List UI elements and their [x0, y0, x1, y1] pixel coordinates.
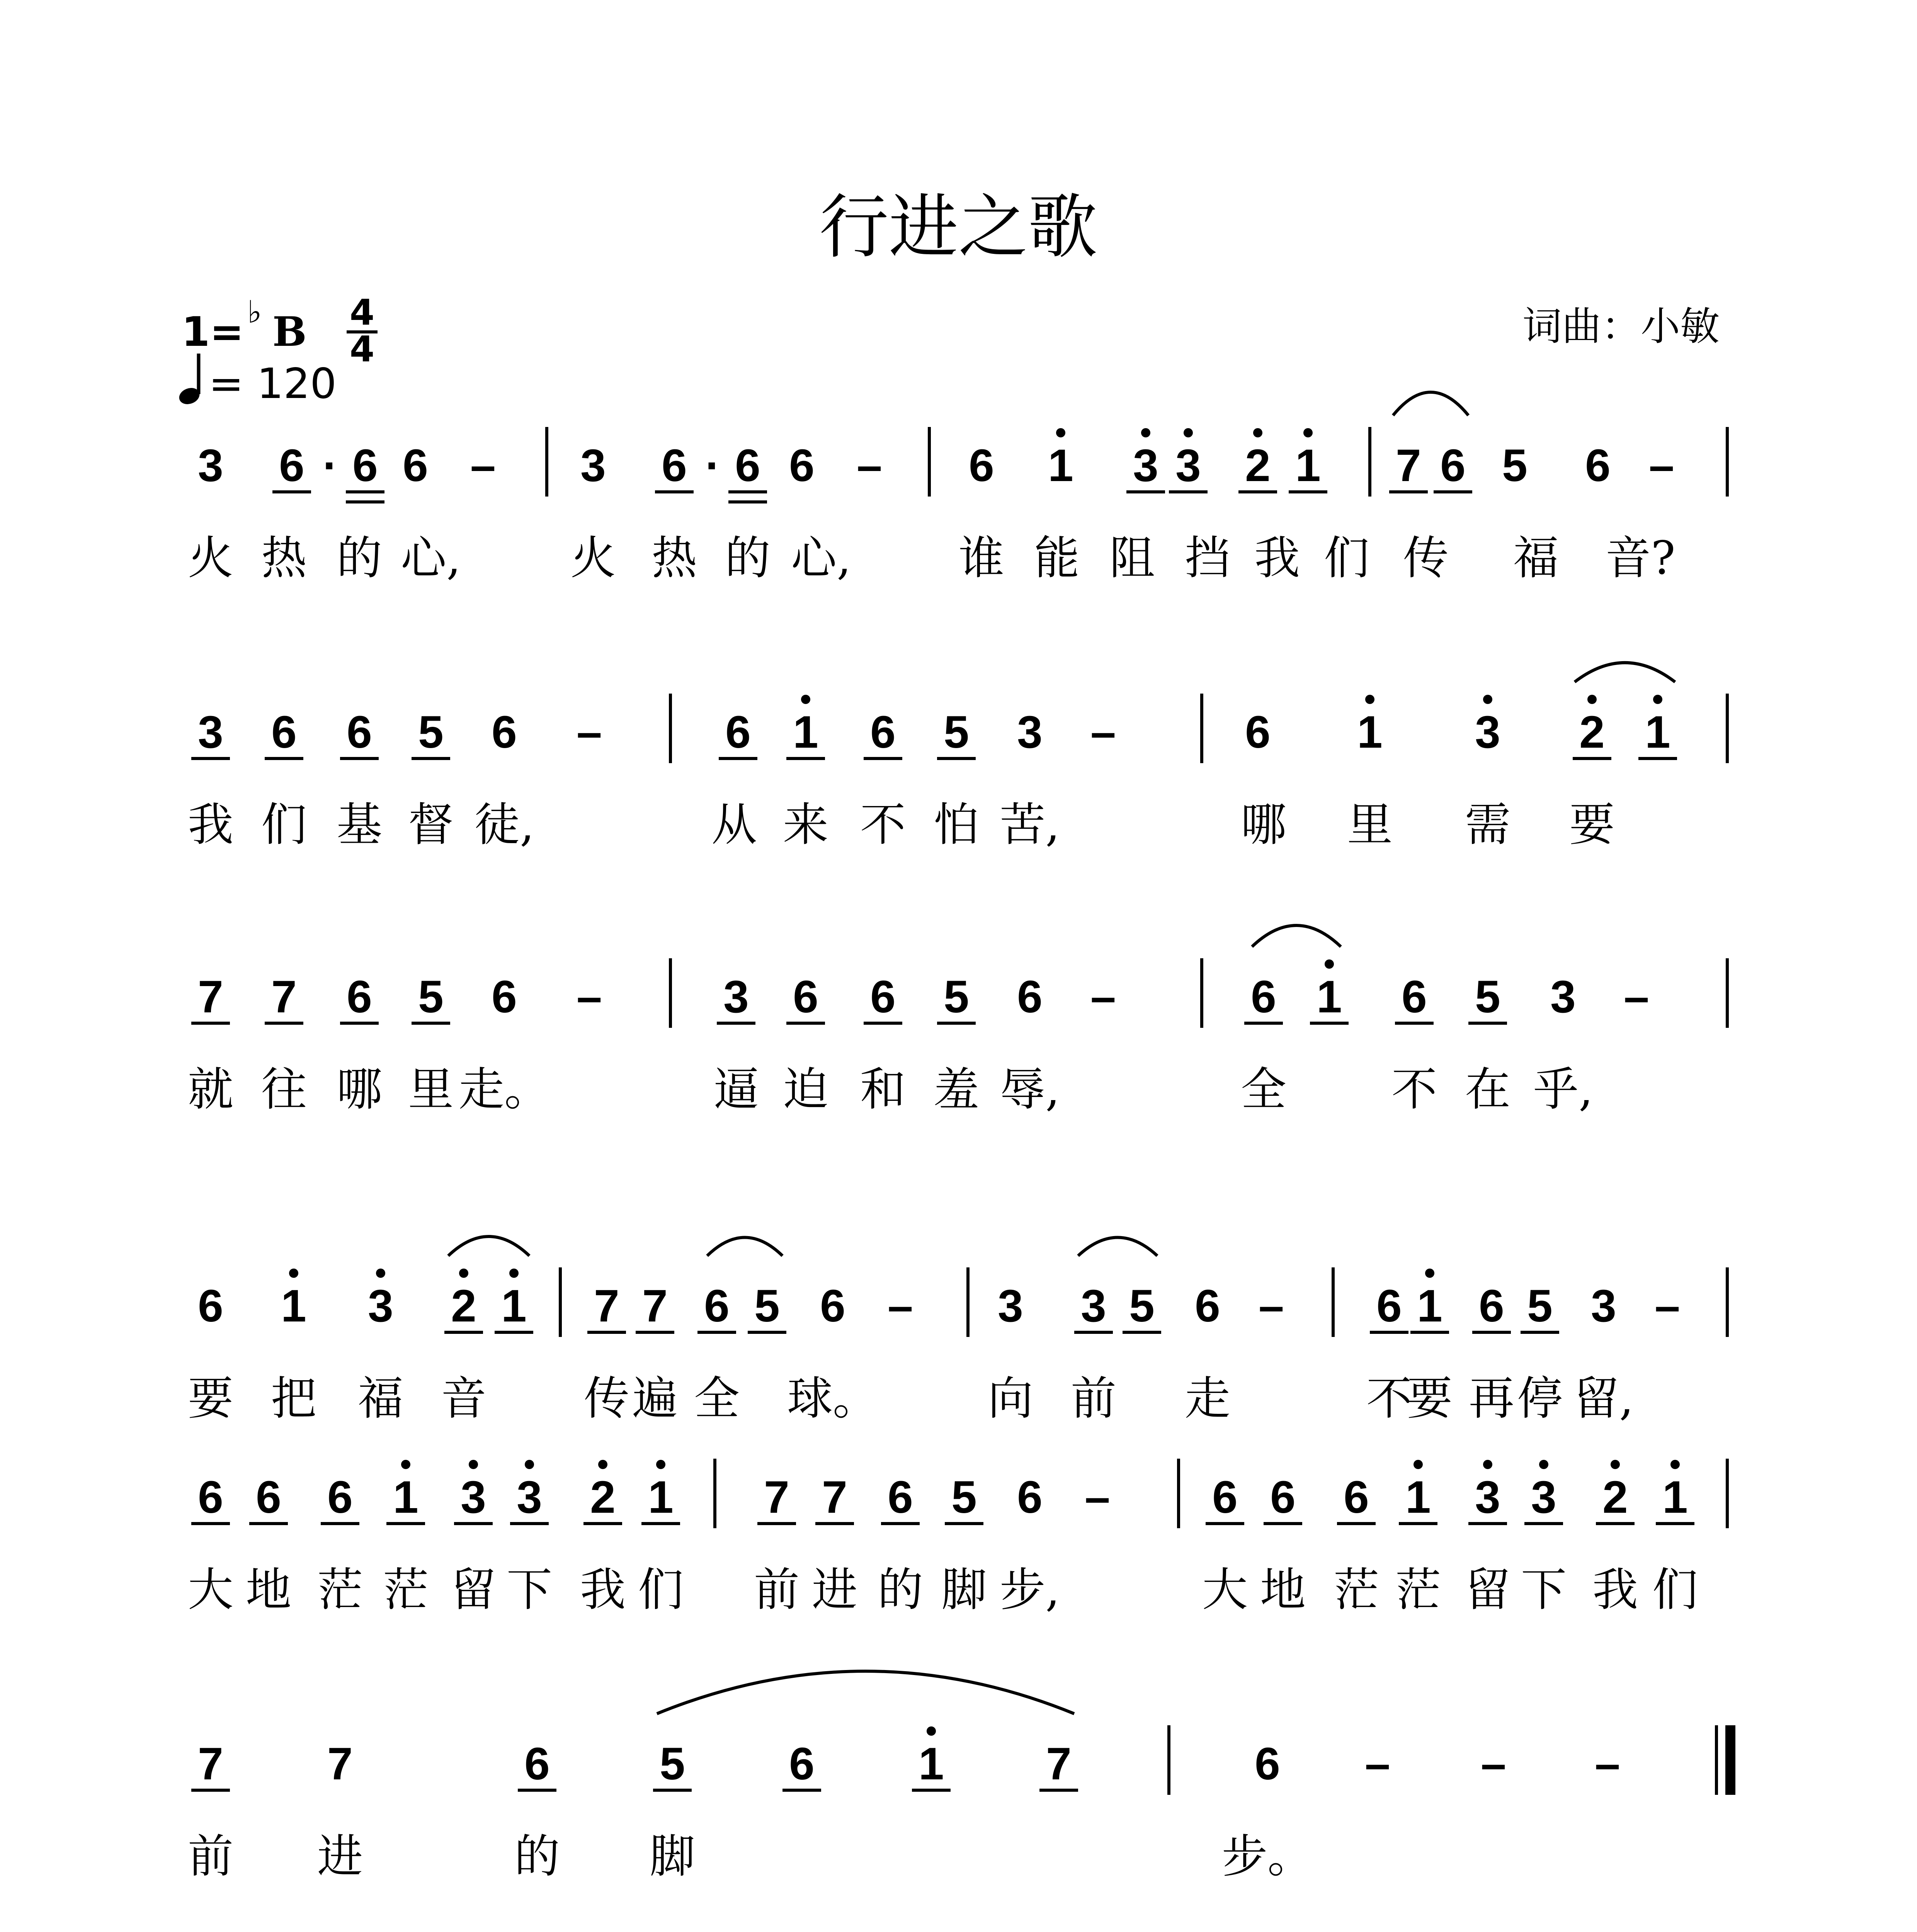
lyric-syllable: 的	[336, 531, 383, 585]
sustain-dash: –	[1090, 971, 1116, 1022]
note: 7	[642, 1281, 668, 1332]
note: 1	[1645, 707, 1670, 758]
note: 1	[1662, 1472, 1688, 1523]
lyric-syllable: 遍	[632, 1372, 678, 1425]
note: 6	[271, 707, 297, 758]
lyric-syllable: 前	[187, 1830, 234, 1883]
augmentation-dot: ·	[705, 440, 721, 491]
lyric-syllable: 留	[1465, 1563, 1511, 1616]
note: 6	[1017, 971, 1043, 1022]
octave-dot-above	[1483, 1460, 1492, 1469]
lyric-syllable: 能	[1034, 531, 1080, 585]
lyric-syllable: 走。	[458, 1063, 550, 1116]
lyric-syllable: 福	[357, 1372, 404, 1425]
note: 5	[660, 1738, 685, 1789]
note: 1	[919, 1738, 944, 1789]
lyric-syllable: 火	[570, 531, 616, 585]
note: 5	[951, 1472, 977, 1523]
octave-dot-above	[376, 1269, 385, 1278]
sustain-dash: –	[1649, 440, 1674, 491]
lyric-syllable: 停	[1517, 1372, 1563, 1425]
score-header	[177, 187, 1720, 408]
lyric-syllable: 脚	[941, 1563, 987, 1616]
lyric-syllable: 再	[1468, 1372, 1515, 1425]
note: 6	[256, 1472, 281, 1523]
lyric-syllable: 前	[1070, 1372, 1117, 1425]
octave-dot-above	[525, 1460, 534, 1469]
sustain-dash: –	[1655, 1281, 1680, 1332]
note: 6	[403, 440, 428, 491]
note: 7	[1396, 440, 1421, 491]
lyric-syllable: 哪	[1240, 798, 1287, 851]
note: 6	[1585, 440, 1611, 491]
note: 6	[524, 1738, 550, 1789]
notation-lyrics	[188, 531, 1698, 1883]
note: 6	[1440, 440, 1466, 491]
note: 6	[969, 440, 994, 491]
lyric-syllable: 心,	[401, 531, 461, 585]
lyric-syllable: 把	[270, 1372, 317, 1425]
octave-dot-above	[401, 1460, 410, 1469]
lyric-syllable: 全	[1240, 1063, 1287, 1116]
lyric-syllable: 球。	[787, 1372, 879, 1425]
sustain-dash: –	[857, 440, 882, 491]
octave-dot-above	[1414, 1460, 1423, 1469]
lyric-syllable: 留	[450, 1563, 497, 1616]
lyric-syllable: 的	[514, 1830, 560, 1883]
lyric-syllable: 我	[580, 1563, 626, 1616]
note: 1	[1405, 1472, 1431, 1523]
lyric-syllable: 们	[638, 1563, 684, 1616]
lyric-syllable: 福	[1513, 531, 1559, 585]
octave-dot-above	[1303, 428, 1313, 437]
lyric-syllable: 地	[1260, 1563, 1306, 1616]
note: 6	[789, 1738, 815, 1789]
slur	[1078, 1238, 1157, 1256]
octave-dot-above	[1483, 695, 1492, 704]
note: 3	[1475, 1472, 1500, 1523]
note: 6	[793, 971, 818, 1022]
lyric-syllable: 迫	[782, 1063, 829, 1116]
note: 6	[820, 1281, 845, 1332]
lyric-syllable: 下	[506, 1563, 553, 1616]
note: 2	[1602, 1472, 1628, 1523]
note: 3	[998, 1281, 1023, 1332]
lyric-syllable: 音?	[1605, 531, 1675, 585]
sustain-dash: –	[470, 440, 496, 491]
composer-credit: 词曲：小敏	[1522, 304, 1720, 350]
lyric-syllable: 热	[261, 531, 307, 585]
note: 7	[822, 1472, 847, 1523]
note: 6	[492, 707, 517, 758]
quarter-note-icon	[177, 354, 202, 407]
note: 6	[735, 440, 760, 491]
note: 6	[1479, 1281, 1504, 1332]
lyric-syllable: 步,	[1000, 1563, 1060, 1616]
note: 1	[281, 1281, 306, 1332]
lyric-syllable: 要	[1407, 1372, 1453, 1425]
lyric-syllable: 我	[1254, 531, 1300, 585]
lyric-syllable: 传	[1403, 531, 1449, 585]
lyric-syllable: 辱,	[1000, 1063, 1060, 1116]
note: 3	[580, 440, 606, 491]
lyric-syllable: 音	[441, 1372, 487, 1425]
lyric-syllable: 向	[987, 1372, 1034, 1425]
lyric-syllable: 前	[754, 1563, 800, 1616]
note: 6	[725, 707, 751, 758]
lyric-syllable: 全	[694, 1372, 740, 1425]
lyric-syllable: 茫	[383, 1563, 429, 1616]
octave-dot-above	[1653, 695, 1662, 704]
sustain-dash: –	[577, 971, 602, 1022]
note: 6	[1270, 1472, 1296, 1523]
lyric-syllable: 们	[1323, 531, 1370, 585]
note: 6	[327, 1472, 353, 1523]
octave-dot-above	[509, 1269, 519, 1278]
note: 7	[271, 971, 297, 1022]
lyric-syllable: 挡	[1184, 531, 1231, 585]
lyric-syllable: 逼	[713, 1063, 759, 1116]
octave-dot-above	[656, 1460, 665, 1469]
lyric-syllable: 需	[1465, 798, 1511, 851]
note: 3	[1081, 1281, 1106, 1332]
note: 5	[944, 971, 969, 1022]
sustain-dash: –	[1085, 1472, 1110, 1523]
octave-dot-above	[1253, 428, 1262, 437]
lyric-syllable: 督	[408, 798, 454, 851]
lyric-syllable: 大	[187, 1563, 234, 1616]
note: 3	[461, 1472, 486, 1523]
octave-dot-above	[801, 695, 810, 704]
lyric-syllable: 不	[1366, 1372, 1412, 1425]
lyric-syllable: 我	[187, 798, 234, 851]
note: 6	[198, 1281, 223, 1332]
slur	[1575, 663, 1675, 682]
note: 1	[648, 1472, 674, 1523]
lyric-syllable: 热	[651, 531, 697, 585]
note: 5	[754, 1281, 780, 1332]
note: 2	[1579, 707, 1605, 758]
note: 3	[517, 1472, 542, 1523]
sustain-dash: –	[1481, 1738, 1506, 1789]
octave-dot-above	[1184, 428, 1193, 437]
note: 2	[451, 1281, 476, 1332]
lyric-syllable: 步。	[1221, 1830, 1313, 1883]
note: 3	[1175, 440, 1201, 491]
note: 6	[1255, 1738, 1280, 1789]
note: 2	[590, 1472, 616, 1523]
note: 7	[1046, 1738, 1072, 1789]
lyric-syllable: 往	[261, 1063, 307, 1116]
lyric-syllable: 乎,	[1533, 1063, 1593, 1116]
note: 6	[1245, 707, 1271, 758]
note: 6	[704, 1281, 730, 1332]
lyric-syllable: 火	[187, 531, 234, 585]
lyric-syllable: 进	[811, 1563, 858, 1616]
lyric-syllable: 里	[408, 1063, 454, 1116]
note: 1	[501, 1281, 527, 1332]
lyric-syllable: 留,	[1573, 1372, 1634, 1425]
octave-dot-above	[1587, 695, 1597, 704]
lyric-syllable: 怕	[933, 798, 980, 851]
octave-dot-above	[1539, 1460, 1548, 1469]
note: 7	[198, 1738, 223, 1789]
note: 3	[1591, 1281, 1616, 1332]
note: 6	[198, 1472, 223, 1523]
note: 5	[418, 707, 444, 758]
note: 6	[789, 440, 815, 491]
note: 6	[347, 707, 372, 758]
note: 6	[888, 1472, 913, 1523]
key-note: B	[272, 308, 307, 355]
note: 3	[1133, 440, 1158, 491]
lyric-syllable: 苦,	[1000, 798, 1060, 851]
key-accidental: ♭	[247, 294, 262, 330]
tempo-value: = 120	[209, 360, 337, 408]
note: 7	[198, 971, 223, 1022]
slur	[1393, 392, 1468, 415]
note: 1	[1417, 1281, 1442, 1332]
lyric-syllable: 的	[725, 531, 771, 585]
lyric-syllable: 阻	[1109, 531, 1155, 585]
sustain-dash: –	[577, 707, 602, 758]
octave-dot-above	[289, 1269, 298, 1278]
note: 7	[764, 1472, 789, 1523]
lyric-syllable: 不	[1391, 1063, 1437, 1116]
lyric-syllable: 来	[782, 798, 829, 851]
lyric-syllable: 们	[1652, 1563, 1698, 1616]
note: 6	[352, 440, 378, 491]
note: 1	[393, 1472, 418, 1523]
octave-dot-above	[1056, 428, 1065, 437]
note: 3	[368, 1281, 393, 1332]
octave-dot-above	[469, 1460, 478, 1469]
note: 2	[1245, 440, 1271, 491]
note: 3	[1475, 707, 1500, 758]
note: 5	[1527, 1281, 1553, 1332]
lyric-syllable: 要	[187, 1372, 234, 1425]
note: 6	[662, 440, 687, 491]
note: 3	[1531, 1472, 1556, 1523]
note: 1	[1317, 971, 1342, 1022]
note: 1	[1048, 440, 1073, 491]
note: 6	[1017, 1472, 1043, 1523]
note: 7	[594, 1281, 619, 1332]
time-signature-numerator: 4	[349, 292, 375, 333]
lyric-syllable: 地	[245, 1563, 292, 1616]
lyric-syllable: 下	[1521, 1563, 1567, 1616]
lyric-syllable: 就	[187, 1063, 234, 1116]
octave-dot-above	[1611, 1460, 1620, 1469]
note: 6	[492, 971, 517, 1022]
octave-dot-above	[459, 1269, 468, 1278]
note: 6	[870, 971, 896, 1022]
lyric-syllable: 谁	[958, 531, 1005, 585]
note: 3	[723, 971, 749, 1022]
lyric-syllable: 们	[261, 798, 307, 851]
lyric-syllable: 从	[711, 798, 757, 851]
time-signature-denominator: 4	[349, 328, 375, 370]
note: 3	[198, 707, 223, 758]
octave-dot-above	[1670, 1460, 1680, 1469]
octave-dot-above	[1425, 1269, 1434, 1278]
note: 6	[347, 971, 372, 1022]
note: 6	[1251, 971, 1276, 1022]
lyric-syllable: 传	[583, 1372, 630, 1425]
note: 6	[1376, 1281, 1402, 1332]
slur	[1252, 925, 1341, 947]
lyric-syllable: 我	[1592, 1563, 1638, 1616]
sustain-dash: –	[888, 1281, 913, 1332]
octave-dot-above	[598, 1460, 607, 1469]
note: 1	[1295, 440, 1321, 491]
octave-dot-above	[1141, 428, 1150, 437]
augmentation-dot: ·	[323, 440, 338, 491]
note: 5	[1502, 440, 1527, 491]
lyric-syllable: 的	[877, 1563, 924, 1616]
lyric-syllable: 不	[860, 798, 906, 851]
note: 5	[1129, 1281, 1155, 1332]
lyric-syllable: 哪	[336, 1063, 383, 1116]
lyric-syllable: 里	[1347, 798, 1393, 851]
lyric-syllable: 要	[1569, 798, 1615, 851]
octave-dot-above	[927, 1726, 936, 1736]
lyric-syllable: 大	[1202, 1563, 1248, 1616]
lyric-syllable: 茫	[317, 1563, 363, 1616]
song-title: 行进之歌	[819, 187, 1098, 268]
note: 1	[793, 707, 818, 758]
lyric-syllable: 在	[1465, 1063, 1511, 1116]
lyric-syllable: 进	[317, 1830, 363, 1883]
octave-dot-above	[1365, 695, 1374, 704]
note: 6	[1402, 971, 1427, 1022]
slur	[657, 1671, 1074, 1714]
note: 3	[1017, 707, 1043, 758]
lyric-syllable: 基	[336, 798, 383, 851]
sustain-dash: –	[1365, 1738, 1390, 1789]
lyric-syllable: 和	[860, 1063, 906, 1116]
note: 5	[418, 971, 444, 1022]
lyric-syllable: 心,	[791, 531, 851, 585]
note: 6	[1344, 1472, 1369, 1523]
lyric-syllable: 脚	[649, 1830, 696, 1883]
octave-dot-above	[1325, 959, 1334, 969]
key-prefix: 1=	[182, 308, 244, 355]
note: 5	[1475, 971, 1500, 1022]
note: 3	[198, 440, 223, 491]
sustain-dash: –	[1090, 707, 1116, 758]
note: 1	[1357, 707, 1383, 758]
lyric-syllable: 走	[1184, 1372, 1231, 1425]
note: 6	[870, 707, 896, 758]
lyric-syllable: 茫	[1395, 1563, 1441, 1616]
note: 5	[944, 707, 969, 758]
sustain-dash: –	[1595, 1738, 1620, 1789]
note: 6	[279, 440, 304, 491]
note: 7	[327, 1738, 353, 1789]
note: 6	[1195, 1281, 1220, 1332]
lyric-syllable: 羞	[933, 1063, 980, 1116]
note: 6	[1212, 1472, 1238, 1523]
sustain-dash: –	[1624, 971, 1649, 1022]
slur	[448, 1236, 529, 1256]
sustain-dash: –	[1259, 1281, 1284, 1332]
lyric-syllable: 徒,	[474, 798, 534, 851]
slur	[707, 1238, 782, 1256]
lyric-syllable: 茫	[1333, 1563, 1379, 1616]
note: 3	[1550, 971, 1576, 1022]
